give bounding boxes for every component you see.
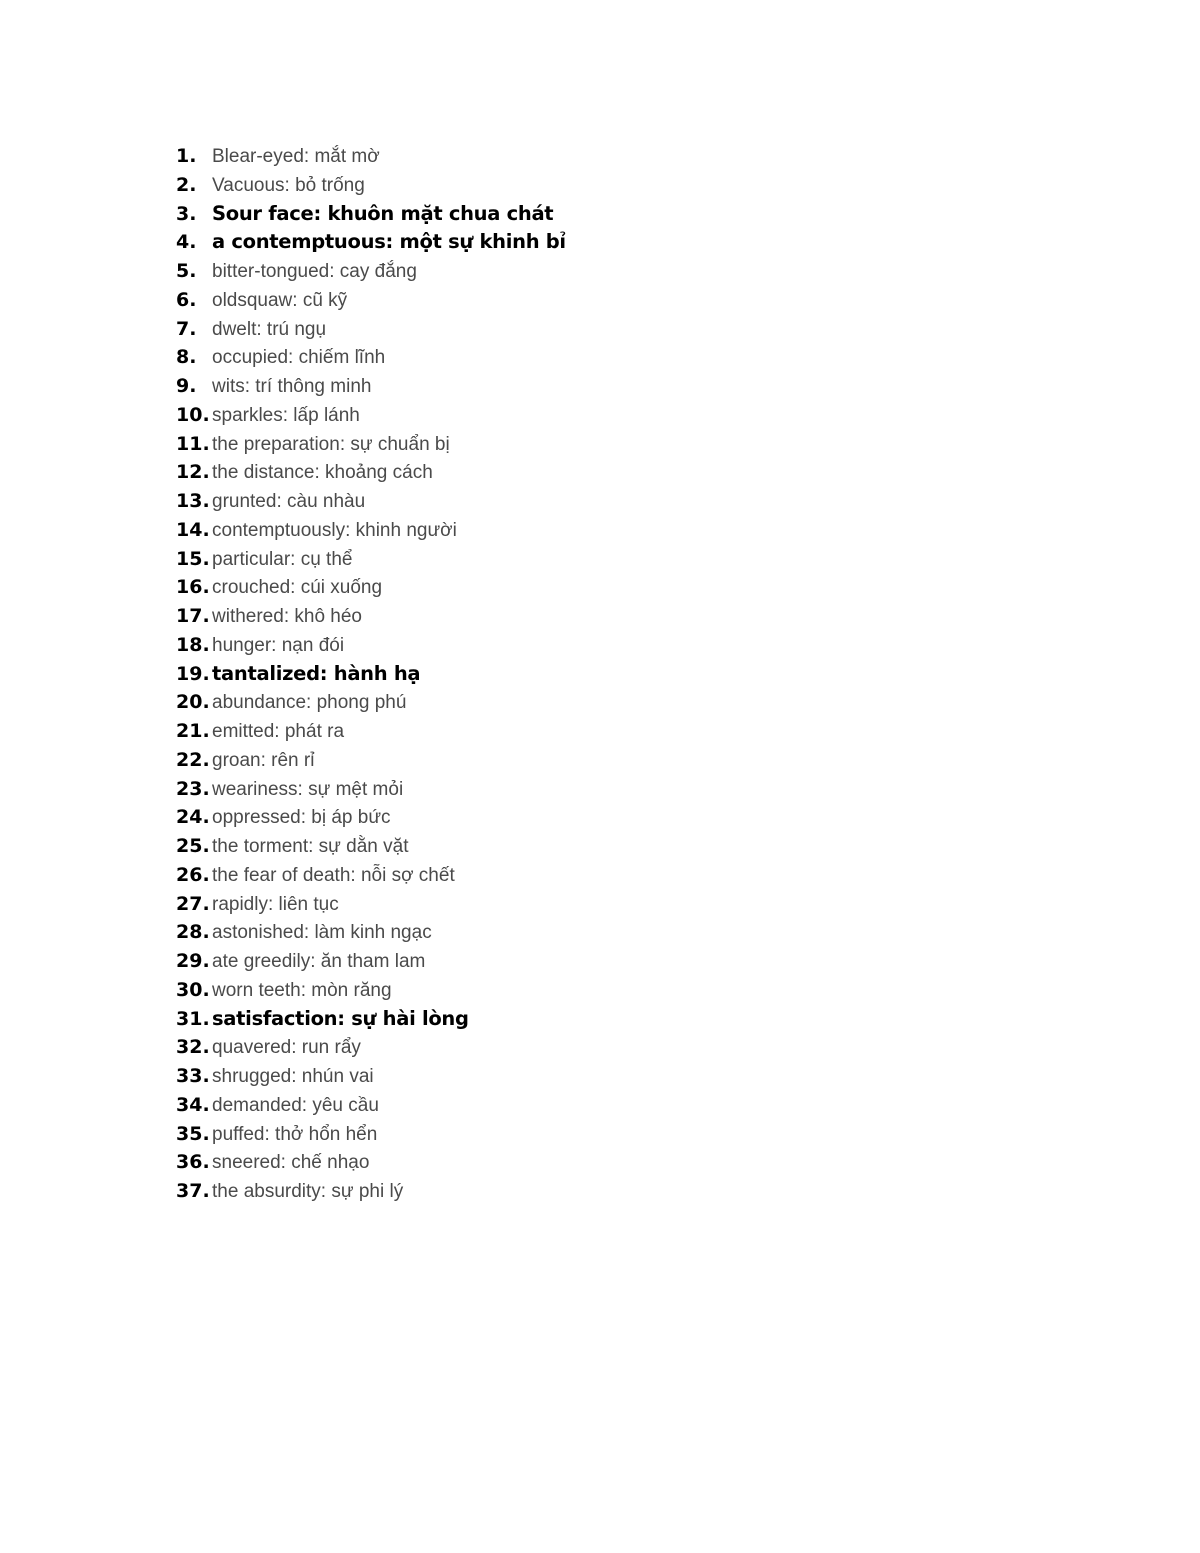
item-number: 15. [176,547,210,570]
item-entry: the distance: khoảng cách [212,462,433,484]
item-number: 29. [176,950,210,972]
item-entry: shrugged: nhún vai [212,1066,374,1087]
vocabulary-list [176,142,566,1206]
vocab-item [176,717,566,746]
item-number: 37. [176,1180,210,1202]
vocab-item [176,257,566,286]
item-number: 24. [176,806,210,829]
vocab-item [176,1091,566,1120]
item-entry: bitter-tongued: cay đắng [212,261,417,282]
vocab-item [176,1033,566,1062]
vocab-item [176,430,566,459]
item-number: 32. [176,1036,210,1059]
item-entry: the absurdity: sự phi lý [212,1181,404,1202]
item-number: 1. [176,145,197,167]
item-number: 35. [176,1122,210,1145]
item-number: 12. [176,461,210,484]
item-number: 22. [176,748,210,771]
vocab-item [176,1120,566,1149]
item-entry: emitted: phát ra [212,721,345,742]
item-entry: demanded: yêu cầu [212,1094,379,1116]
item-number: 36. [176,1151,210,1174]
item-number: 28. [176,921,210,944]
vocab-item [176,861,566,890]
item-entry: Blear-eyed: mắt mờ [212,146,380,167]
item-entry: particular: cụ thể [212,548,353,570]
item-entry: abundance: phong phú [212,692,407,714]
item-number: 31. [176,1007,210,1030]
item-number: 6. [176,288,197,311]
vocab-item [176,775,566,804]
vocab-item [176,832,566,861]
item-number: 17. [176,605,210,627]
item-entry: sparkles: lấp lánh [212,404,360,426]
vocab-item [176,487,566,516]
vocab-item [176,688,566,717]
item-entry: puffed: thở hổn hển [212,1123,378,1145]
item-entry: rapidly: liên tục [212,893,339,915]
item-entry: wits: trí thông minh [212,376,372,397]
item-entry: worn teeth: mòn răng [212,979,392,1001]
vocab-item [176,372,566,401]
vocab-item [176,918,566,947]
item-entry: Vacuous: bỏ trống [212,174,365,196]
item-entry: weariness: sự mệt mỏi [212,778,404,800]
vocab-item [176,602,566,631]
item-number: 33. [176,1065,210,1087]
item-entry: hunger: nạn đói [212,634,345,656]
vocab-item [176,401,566,430]
item-entry: Sour face: khuôn mặt chua chát [212,201,554,225]
item-number: 34. [176,1093,210,1116]
item-number: 27. [176,892,210,915]
item-entry: groan: rên rỉ [212,749,315,771]
vocab-item [176,315,566,344]
item-entry: sneered: chế nhạo [212,1152,370,1174]
item-number: 7. [176,317,197,340]
item-number: 21. [176,720,210,742]
item-number: 26. [176,863,210,886]
vocab-item [176,516,566,545]
vocab-item [176,803,566,832]
item-number: 5. [176,260,197,282]
item-number: 30. [176,978,210,1001]
vocab-item [176,343,566,372]
item-entry: grunted: càu nhàu [212,491,366,512]
item-entry: the preparation: sự chuẩn bị [212,433,450,455]
item-number: 20. [176,691,210,714]
vocab-item [176,171,566,200]
vocab-item [176,1005,566,1034]
item-entry: the fear of death: nỗi sợ chết [212,864,455,886]
vocab-item [176,545,566,574]
vocab-item [176,660,566,689]
vocab-item [176,228,566,257]
item-number: 11. [176,432,210,455]
vocab-item [176,573,566,602]
item-entry: oppressed: bị áp bức [212,807,391,829]
item-number: 16. [176,576,210,599]
item-number: 10. [176,403,210,426]
item-entry: dwelt: trú ngụ [212,318,327,340]
vocab-item [176,631,566,660]
item-entry: tantalized: hành hạ [212,661,421,685]
vocab-item [176,286,566,315]
item-number: 3. [176,202,197,225]
item-entry: withered: khô héo [212,606,362,627]
vocab-item [176,976,566,1005]
item-number: 18. [176,633,210,656]
item-entry: quavered: run rẩy [212,1037,361,1059]
vocab-item [176,1177,566,1206]
item-entry: astonished: làm kinh ngạc [212,922,432,944]
item-number: 23. [176,777,210,800]
item-entry: satisfaction: sự hài lòng [212,1006,469,1030]
vocab-item [176,200,566,229]
item-entry: occupied: chiếm lĩnh [212,347,386,369]
item-entry: a contemptuous: một sự khinh bỉ [212,230,566,254]
item-number: 2. [176,173,197,196]
vocab-item [176,947,566,976]
vocab-item [176,1062,566,1091]
item-number: 9. [176,375,197,397]
item-entry: crouched: cúi xuống [212,577,383,599]
vocab-item [176,890,566,919]
item-number: 4. [176,231,197,254]
item-entry: ate greedily: ăn tham lam [212,951,426,972]
item-number: 13. [176,490,210,512]
item-entry: oldsquaw: cũ kỹ [212,289,348,311]
item-number: 19. [176,662,210,685]
item-number: 8. [176,346,197,369]
item-entry: the torment: sự dằn vặt [212,836,409,857]
item-number: 14. [176,518,210,541]
item-entry: contemptuously: khinh người [212,519,457,541]
vocab-item [176,142,566,171]
item-number: 25. [176,835,210,857]
vocab-item [176,1148,566,1177]
vocab-item [176,746,566,775]
vocab-item [176,458,566,487]
